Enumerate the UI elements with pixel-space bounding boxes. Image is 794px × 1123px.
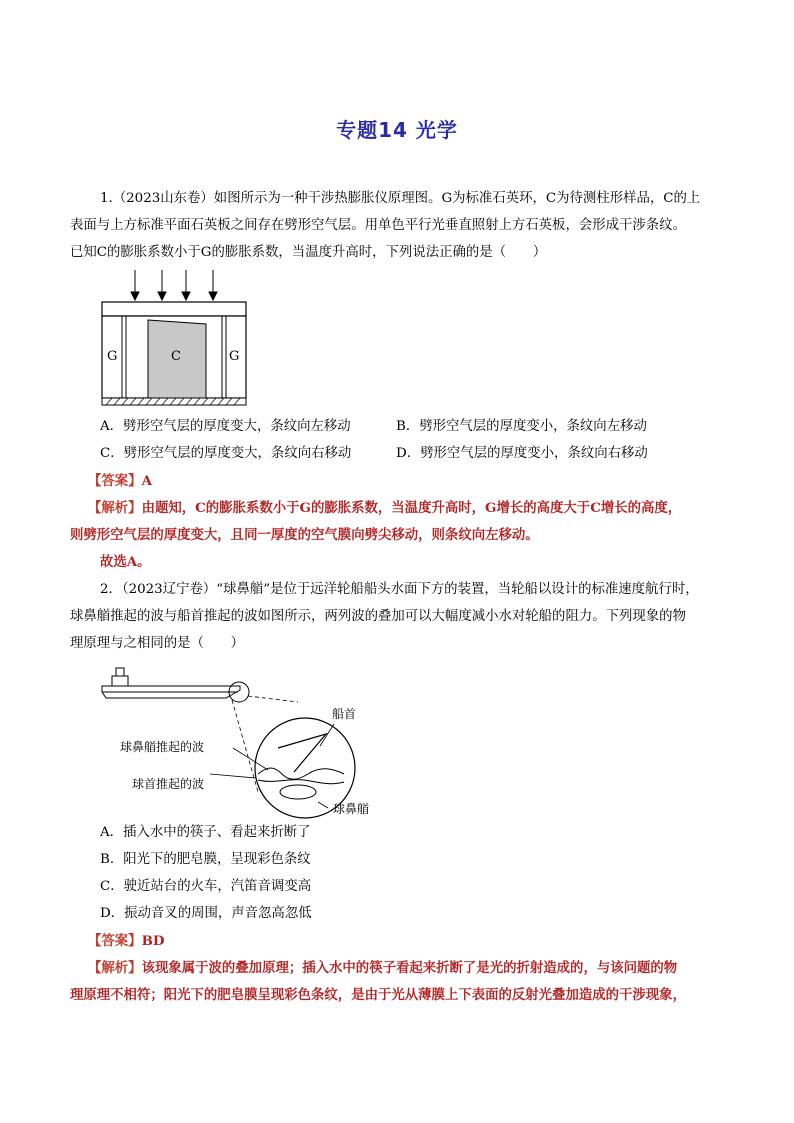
q2-option-b: B．阳光下的肥皂膜，呈现彩色条纹 xyxy=(100,852,311,867)
q1-explain-tag: 【解析】 xyxy=(88,500,142,516)
q2-explain-tag: 【解析】 xyxy=(88,960,142,976)
q1-option-a: A．劈形空气层的厚度变大，条纹向左移动 xyxy=(100,419,351,434)
q1-answer xyxy=(88,471,152,492)
q2-option-a: A．插入水中的筷子、看起来折断了 xyxy=(100,825,311,840)
q1-option-d: D．劈形空气层的厚度变小，条纹向右移动 xyxy=(396,446,648,461)
q1-stem-line-3: 已知C的膨胀系数小于G的膨胀系数，当温度升高时，下列说法正确的是（ ） xyxy=(70,245,547,260)
q1-explanation-line-1: 【解析】由题知，C的膨胀系数小于G的膨胀系数，当温度升高时，G增长的高度大于C增长的高度， xyxy=(88,500,682,516)
q1-option-c: C．劈形空气层的厚度变大，条纹向右移动 xyxy=(100,446,352,461)
q1-stem-line-2: 表面与上方标准平面石英板之间存在劈形空气层。用单色平行光垂直照射上方石英板，会形成干涉条纹。 xyxy=(70,218,686,233)
q2-fig-label-bulb: 球鼻艏 xyxy=(333,802,370,816)
q2-answer-tag: 【答案】 xyxy=(88,933,142,949)
q2-option-c: C．驶近站台的火车，汽笛音调变高 xyxy=(100,879,312,894)
q1-figure-interferometer xyxy=(98,268,258,410)
q1-answer-tag: 【答案】 xyxy=(88,473,142,489)
page-title: 专题14 光学 xyxy=(336,118,458,142)
q1-fig-label-c: C xyxy=(171,349,181,364)
q2-answer xyxy=(88,931,165,952)
q2-stem-line-3: 理原理与之相同的是（ ） xyxy=(70,636,245,651)
q2-fig-label-bulb-wave: 球鼻艏推起的波 xyxy=(120,740,205,754)
q1-explanation-line-2: 则劈形空气层的厚度变大，且同一厚度的空气膜向劈尖移动，则条纹向左移动。 xyxy=(70,527,539,543)
q1-fig-label-left-g: G xyxy=(107,349,118,364)
q2-explanation-line-2: 理原理不相符；阳光下的肥皂膜呈现彩色条纹，是由于光从薄膜上下表面的反射光叠加造成的干涉现象， xyxy=(70,987,686,1003)
q1-stem-line-1: 1.（2023山东卷）如图所示为一种干涉热膨胀仪原理图。G为标准石英环，C为待测柱形样品，C的上 xyxy=(100,191,701,206)
q2-answer-value: BD xyxy=(141,933,165,949)
q2-fig-label-bow: 船首 xyxy=(332,707,357,721)
q2-explanation-line-1: 【解析】该现象属于波的叠加原理；插入水中的筷子看起来折断了是光的折射造成的，与该问题的物 xyxy=(88,960,678,976)
q1-fig-label-right-g: G xyxy=(229,349,240,364)
q1-answer-value: A xyxy=(141,473,152,489)
q2-fig-label-bow-wave: 球首推起的波 xyxy=(132,777,205,791)
q2-stem-line-1: 2．（2023辽宁卷）“球鼻艏”是位于远洋轮船船头水面下方的装置，当轮船以设计的标准速度航行时， xyxy=(100,582,699,597)
q2-stem-line-2: 球鼻艏推起的波与船首推起的波如图所示，两列波的叠加可以大幅度减小水对轮船的阻力。下列现象的物 xyxy=(70,609,686,624)
q1-option-b: B．劈形空气层的厚度变小，条纹向左移动 xyxy=(396,419,647,434)
q2-option-d: D．振动音叉的周围，声音忽高忽低 xyxy=(100,906,312,921)
q1-explanation-conclusion: 故选A。 xyxy=(100,554,151,570)
